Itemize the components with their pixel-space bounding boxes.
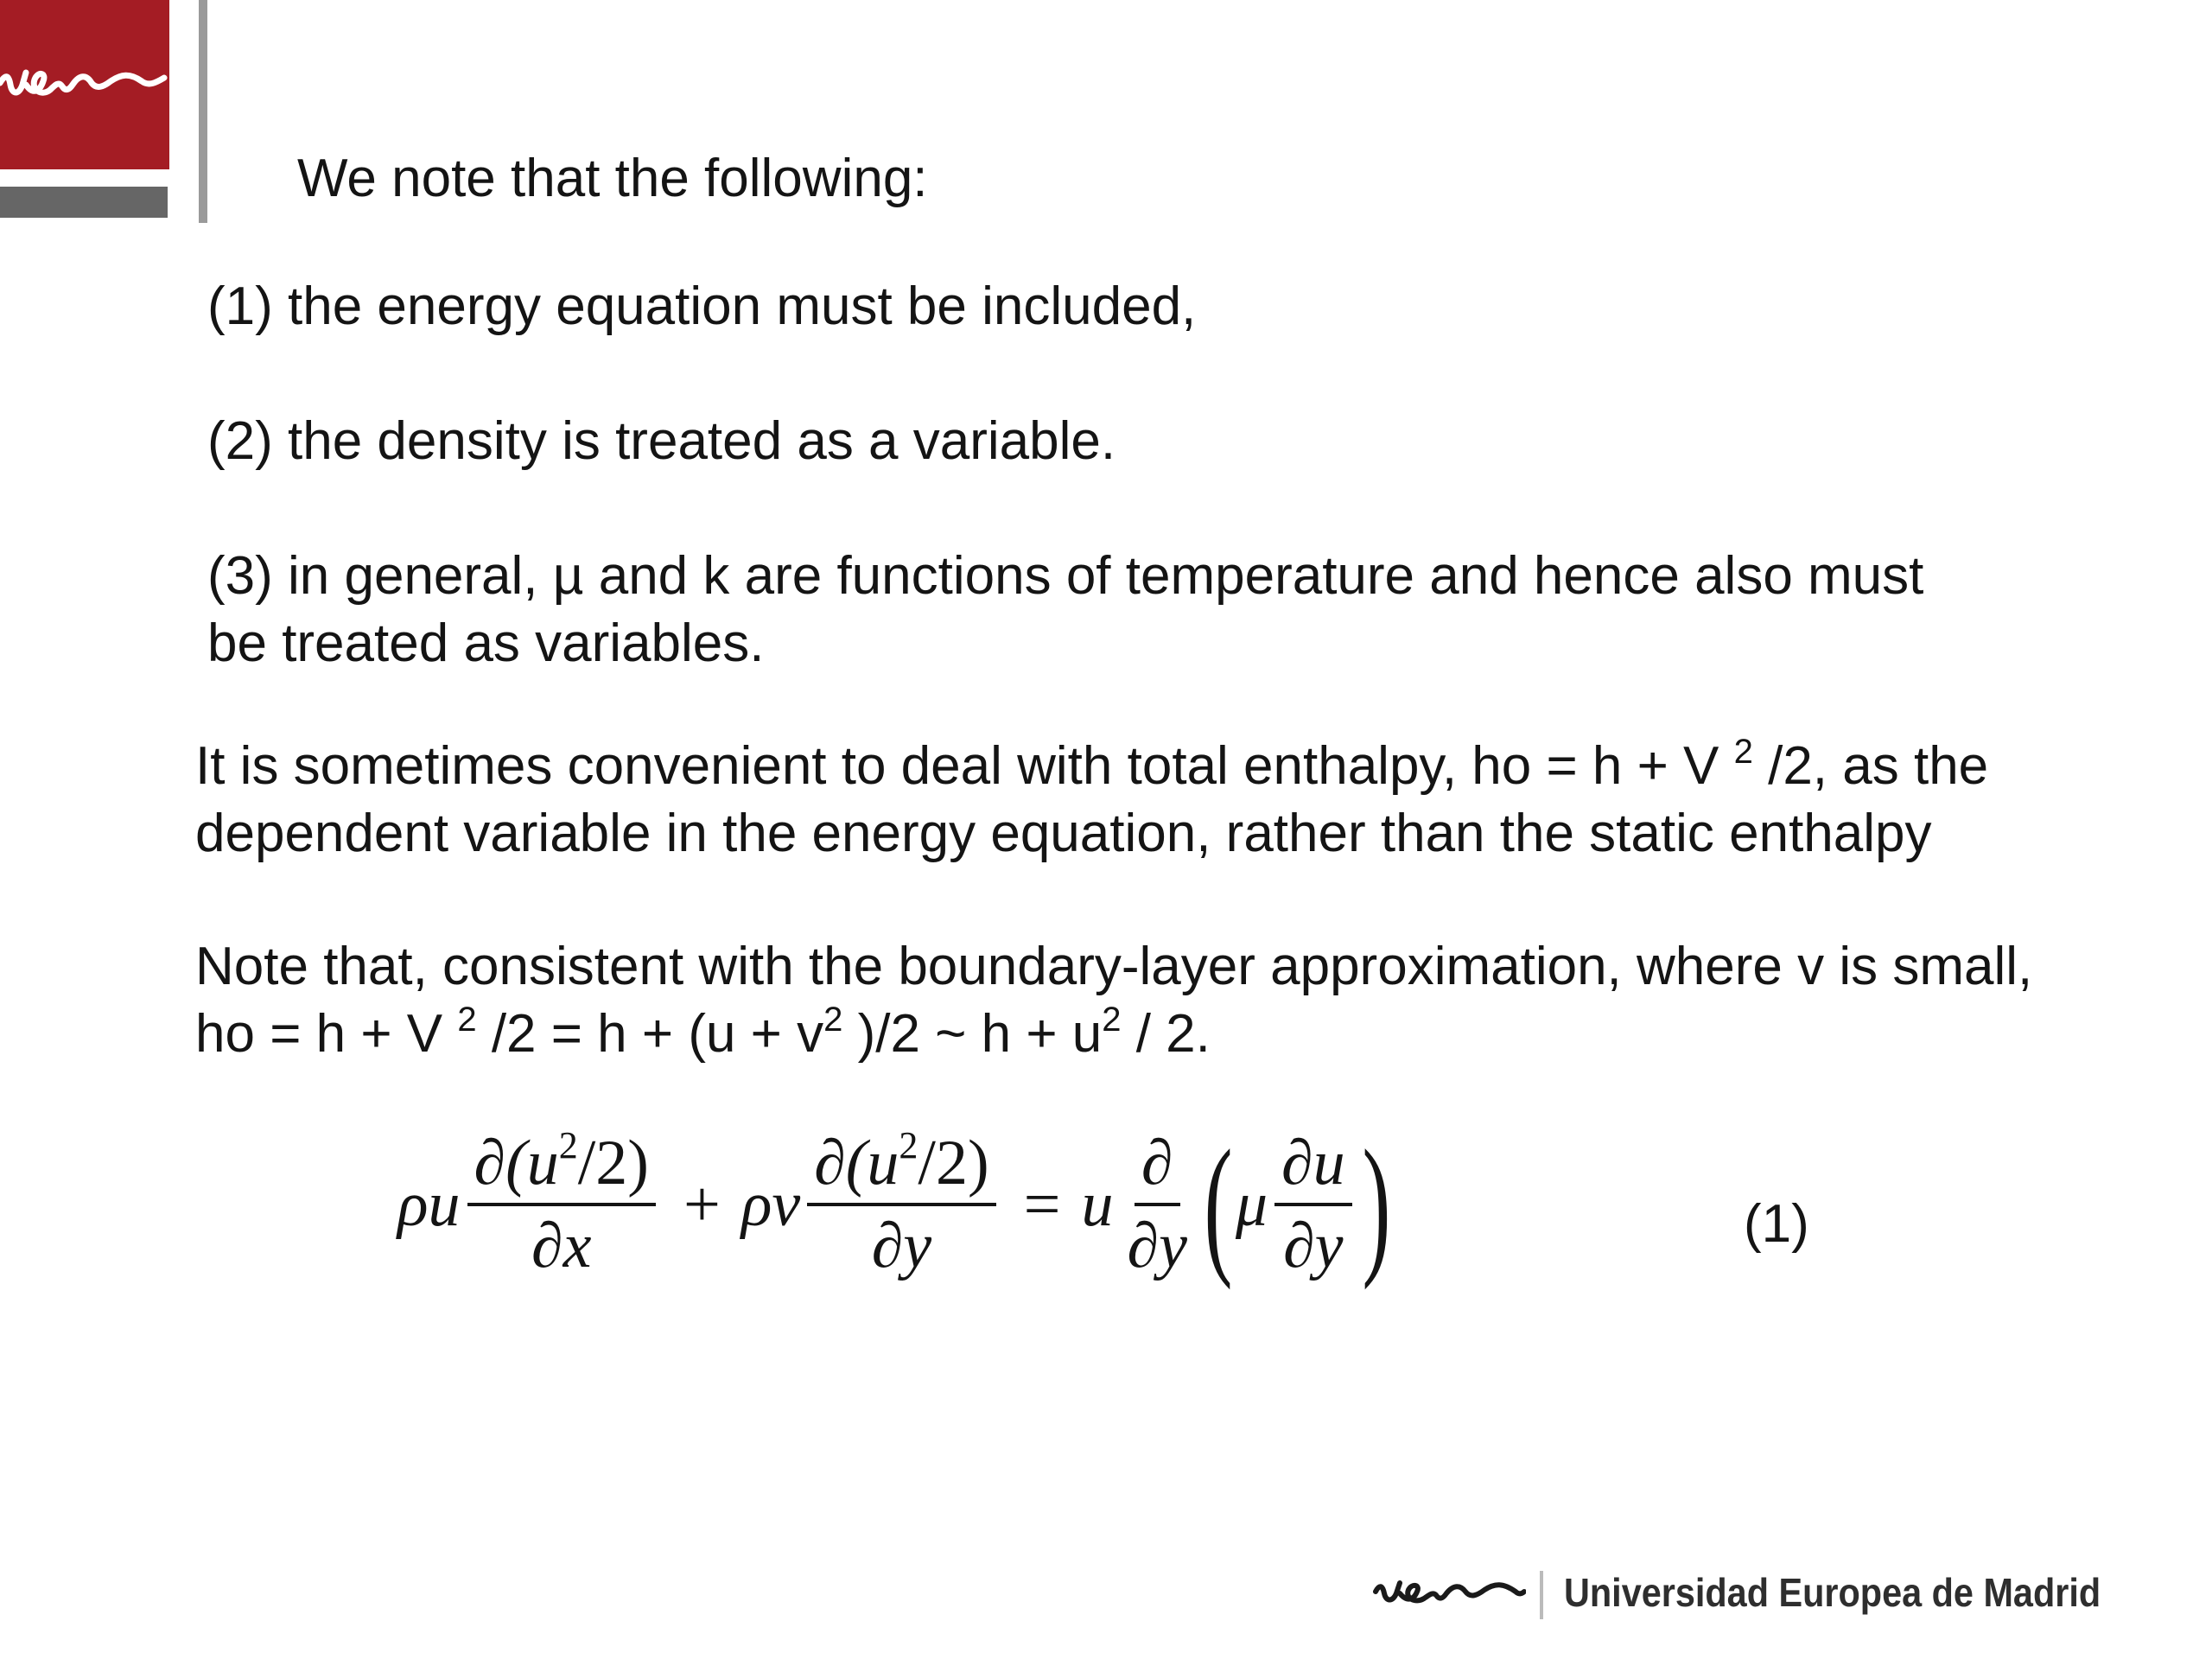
text-span: ∂(u — [814, 1128, 899, 1198]
footer-divider — [1540, 1571, 1543, 1619]
superscript: 2 — [1102, 1001, 1122, 1039]
mu-coefficient: μ — [1235, 1168, 1268, 1240]
equation-number: (1) — [1744, 1194, 1809, 1254]
superscript: 2 — [899, 1124, 918, 1166]
text-span: /2) — [577, 1128, 649, 1198]
equation-row — [397, 1118, 1394, 1290]
u-coefficient: u — [1081, 1168, 1114, 1240]
paragraph-line — [195, 1001, 2032, 1068]
uem-wordmark-icon — [1370, 1566, 1526, 1618]
fraction-denominator: ∂y — [871, 1211, 932, 1281]
logo-grey-bar — [0, 187, 168, 218]
uem-logo-icon — [0, 0, 169, 169]
list-item-energy-equation: (1) the energy equation must be included, — [207, 276, 1197, 336]
rho-v-coefficient: ρv — [741, 1168, 801, 1240]
text-span: /2) — [918, 1128, 989, 1198]
list-item-density: (2) the density is treated as a variable. — [207, 411, 1116, 471]
equals-operator: = — [1023, 1167, 1061, 1241]
superscript: 2 — [823, 1001, 843, 1039]
paragraph-boundary-layer — [195, 933, 2032, 1068]
footer-uem-logo — [1370, 1566, 1526, 1622]
fraction-dy — [807, 1123, 995, 1286]
text-span: ∂(u — [474, 1128, 559, 1198]
header-divider — [199, 0, 207, 223]
text-span: It is sometimes convenient to deal with total enthalpy, ho = h + V — [195, 736, 1734, 796]
paragraph-total-enthalpy — [195, 733, 1988, 868]
paragraph-line — [195, 733, 1988, 800]
text-span: ho = h + V — [195, 1004, 458, 1064]
kinetic-energy-equation — [397, 1118, 1394, 1290]
text-span: /2, as the — [1752, 736, 1989, 796]
fraction-denominator: ∂x — [531, 1211, 592, 1281]
fraction-dx — [467, 1123, 656, 1286]
uem-logo-block — [0, 0, 169, 169]
fraction-denominator: ∂y — [1127, 1211, 1187, 1281]
slide-heading: We note that the following: — [297, 149, 928, 208]
paragraph-line: dependent variable in the energy equation, rather than the static enthalpy — [195, 804, 1932, 863]
fraction-partial-dy — [1121, 1123, 1194, 1286]
fraction-numerator — [807, 1123, 995, 1206]
fraction-numerator: ∂ — [1135, 1123, 1180, 1206]
open-parenthesis: ( — [1204, 1118, 1233, 1290]
fraction-du-dy — [1274, 1123, 1352, 1286]
text-span: /2 = h + (u + v — [476, 1004, 824, 1064]
text-span: )/2 ~ h + u — [842, 1004, 1103, 1064]
superscript: 2 — [457, 1001, 477, 1039]
list-item-line: (3) in general, µ and k are functions of temperature and hence also must — [207, 546, 1924, 606]
fraction-denominator: ∂y — [1283, 1211, 1344, 1281]
paragraph-line: Note that, consistent with the boundary-layer approximation, where v is small, — [195, 937, 2033, 996]
list-item-viscosity-conductivity — [207, 543, 1923, 677]
text-span: / 2. — [1121, 1004, 1211, 1064]
fraction-numerator — [467, 1123, 656, 1206]
rho-u-coefficient: ρu — [397, 1168, 461, 1240]
close-parenthesis: ) — [1362, 1118, 1391, 1290]
superscript: 2 — [558, 1124, 578, 1166]
list-item-line: be treated as variables. — [207, 613, 765, 673]
footer-institution-name: Universidad Europea de Madrid — [1564, 1570, 2101, 1615]
superscript: 2 — [1733, 733, 1753, 771]
plus-operator: + — [683, 1167, 721, 1241]
fraction-numerator: ∂u — [1274, 1123, 1352, 1206]
